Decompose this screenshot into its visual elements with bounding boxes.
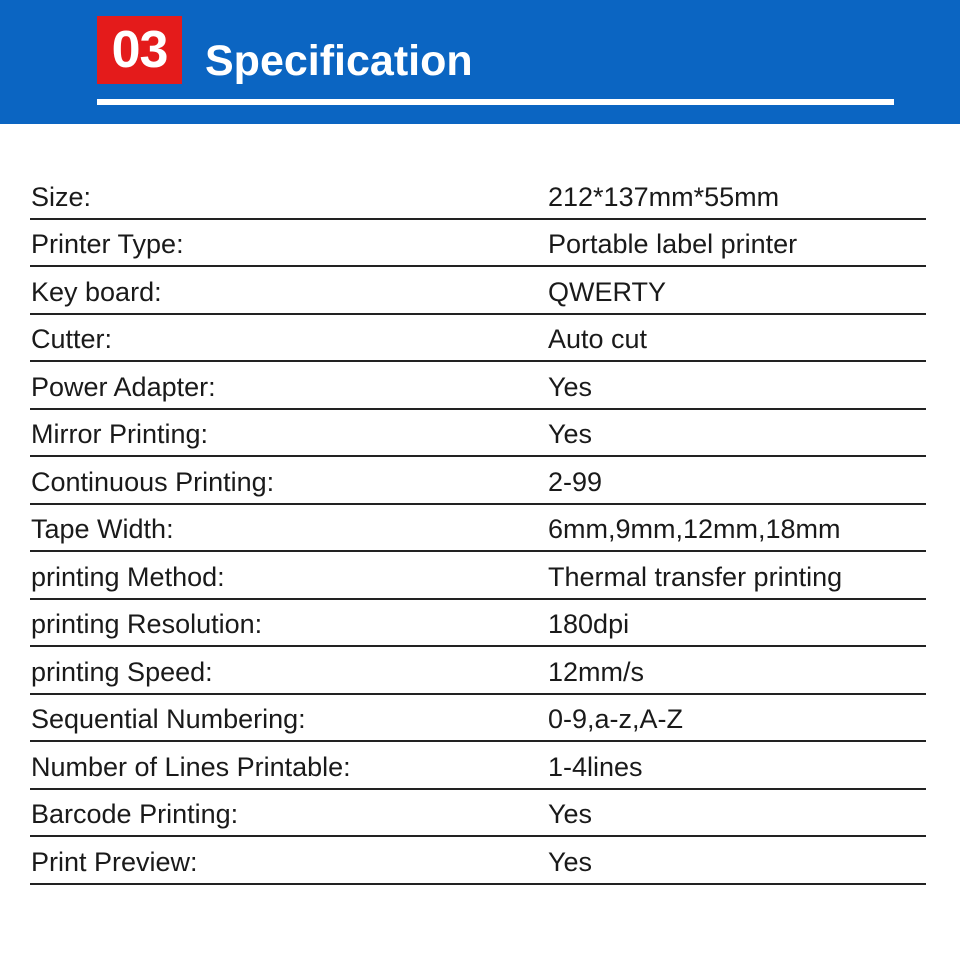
- spec-label: printing Speed:: [31, 656, 213, 687]
- spec-value: Yes: [548, 371, 593, 402]
- spec-label: Tape Width:: [31, 514, 174, 544]
- spec-value: Portable label printer: [548, 229, 798, 259]
- spec-label: Sequential Numbering:: [31, 704, 306, 734]
- spec-label: Key board:: [31, 276, 162, 307]
- header-underline: [97, 99, 894, 105]
- spec-value: 180dpi: [548, 609, 630, 639]
- spec-label: Power Adapter:: [31, 371, 216, 402]
- spec-row-size: [30, 172, 926, 220]
- spec-row-power-adapter: [30, 362, 926, 410]
- spec-value: Yes: [548, 419, 593, 449]
- spec-label: Continuous Printing:: [31, 466, 275, 497]
- spec-value: 212*137mm*55mm: [548, 181, 780, 212]
- spec-label: printing Method:: [31, 561, 225, 592]
- spec-label: Print Preview:: [31, 846, 198, 877]
- spec-value: Yes: [548, 799, 593, 829]
- spec-value: 1-4lines: [548, 751, 643, 782]
- spec-value: Auto cut: [548, 324, 648, 354]
- spec-label: Size:: [31, 181, 92, 212]
- spec-value: 12mm/s: [548, 656, 645, 687]
- spec-row-mirror-printing: [30, 410, 926, 458]
- spec-value: 2-99: [548, 466, 603, 497]
- header-banner: [0, 0, 960, 124]
- spec-row-printing-speed: [30, 647, 926, 695]
- spec-label: Cutter:: [31, 324, 113, 354]
- spec-row-sequential-numbering: [30, 695, 926, 743]
- spec-label: Barcode Printing:: [31, 799, 239, 829]
- spec-row-keyboard: [30, 267, 926, 315]
- spec-label: Printer Type:: [31, 229, 184, 259]
- spec-row-printer-type: [30, 220, 926, 268]
- spec-label: printing Resolution:: [31, 609, 263, 639]
- spec-row-print-preview: [30, 837, 926, 885]
- spec-value: 6mm,9mm,12mm,18mm: [548, 514, 841, 544]
- spec-row-lines-printable: [30, 742, 926, 790]
- spec-row-printing-resolution: [30, 600, 926, 648]
- spec-table: [30, 172, 926, 885]
- spec-row-tape-width: [30, 505, 926, 553]
- page-title: Specification: [205, 37, 473, 85]
- spec-value: 0-9,a-z,A-Z: [548, 704, 684, 734]
- spec-row-printing-method: [30, 552, 926, 600]
- spec-value: QWERTY: [548, 276, 667, 307]
- section-number-badge: 03: [97, 16, 182, 84]
- spec-row-continuous-printing: [30, 457, 926, 505]
- spec-row-cutter: [30, 315, 926, 363]
- spec-label: Number of Lines Printable:: [31, 751, 351, 782]
- spec-row-barcode-printing: [30, 790, 926, 838]
- spec-label: Mirror Printing:: [31, 419, 209, 449]
- spec-value: Thermal transfer printing: [548, 561, 843, 592]
- spec-value: Yes: [548, 846, 593, 877]
